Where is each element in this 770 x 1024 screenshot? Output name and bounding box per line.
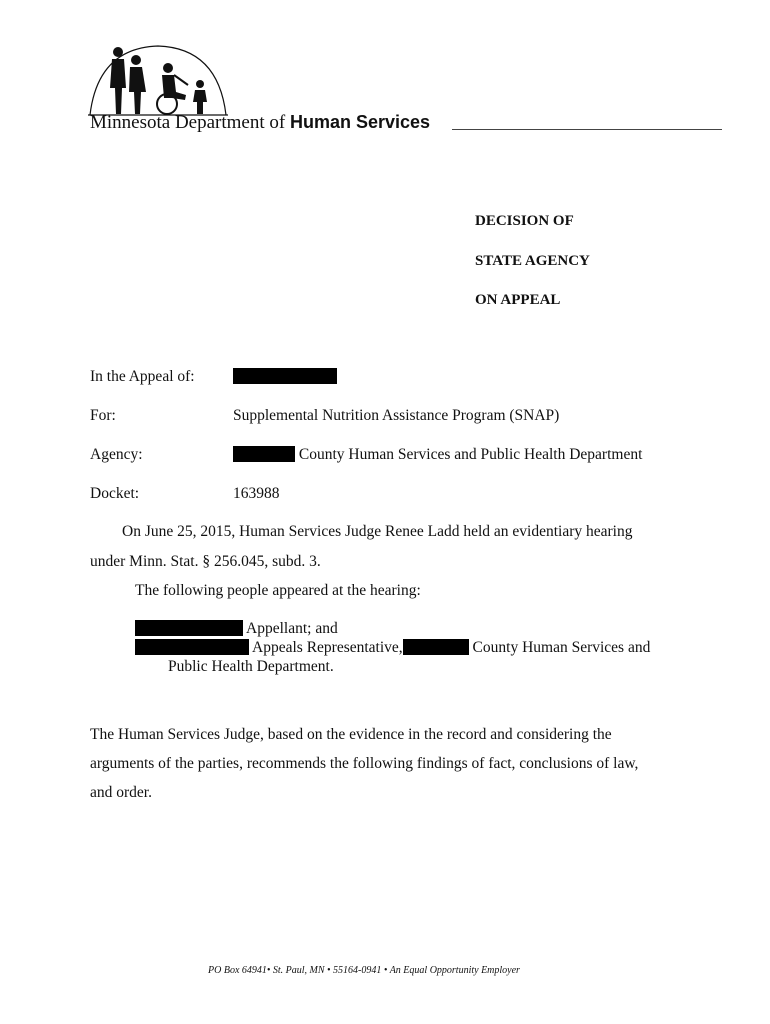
footer-address: PO Box 64941• St. Paul, MN • 55164-0941 • An Equal Opportunity Employer (208, 965, 520, 976)
appellant-role: Appellant; and (246, 620, 338, 637)
appeal-value (233, 368, 337, 386)
docket-label: Docket: (90, 485, 140, 502)
recommend-line-1: The Human Services Judge, based on the evidence in the record and considering the (90, 726, 612, 743)
hearing-line-2: under Minn. Stat. § 256.045, subd. 3. (90, 553, 321, 570)
redaction-bar (233, 368, 337, 384)
hearing-line-1: On June 25, 2015, Human Services Judge Renee Ladd held an evidentiary hearing (122, 523, 633, 540)
decision-title-line-2: STATE AGENCY (475, 253, 590, 269)
for-value: Supplemental Nutrition Assistance Program (SNAP) (233, 407, 560, 424)
rep-role-prefix: Appeals Representative, (252, 639, 403, 656)
recommend-line-2: arguments of the parties, recommends the following findings of fact, conclusions of law, (90, 755, 639, 772)
redaction-bar (403, 639, 469, 655)
family-silhouette-logo-icon (88, 40, 228, 120)
attendee-appellant (135, 620, 338, 638)
redaction-bar (233, 446, 295, 462)
for-label: For: (90, 407, 116, 424)
docket-value: 163988 (233, 485, 280, 502)
agency-value-text: County Human Services and Public Health Department (298, 446, 643, 463)
agency-label: Agency: (90, 446, 143, 463)
agency-name-bold: Human Services (289, 112, 431, 132)
agency-name (90, 112, 430, 134)
agency-value (233, 446, 642, 464)
recommend-line-3: and order. (90, 784, 152, 801)
agency-name-regular: Minnesota Department of (90, 112, 290, 133)
decision-title-line-3: ON APPEAL (475, 292, 561, 308)
header-rule (452, 129, 722, 130)
rep-role-line-2: Public Health Department. (168, 658, 334, 675)
redaction-bar (135, 620, 243, 636)
redaction-bar (135, 639, 249, 655)
appeal-label: In the Appeal of: (90, 368, 195, 385)
appeared-intro: The following people appeared at the hearing: (135, 582, 421, 599)
rep-role-suffix: County Human Services and (472, 639, 651, 656)
decision-title-line-1: DECISION OF (475, 213, 574, 229)
attendee-representative (135, 639, 650, 657)
